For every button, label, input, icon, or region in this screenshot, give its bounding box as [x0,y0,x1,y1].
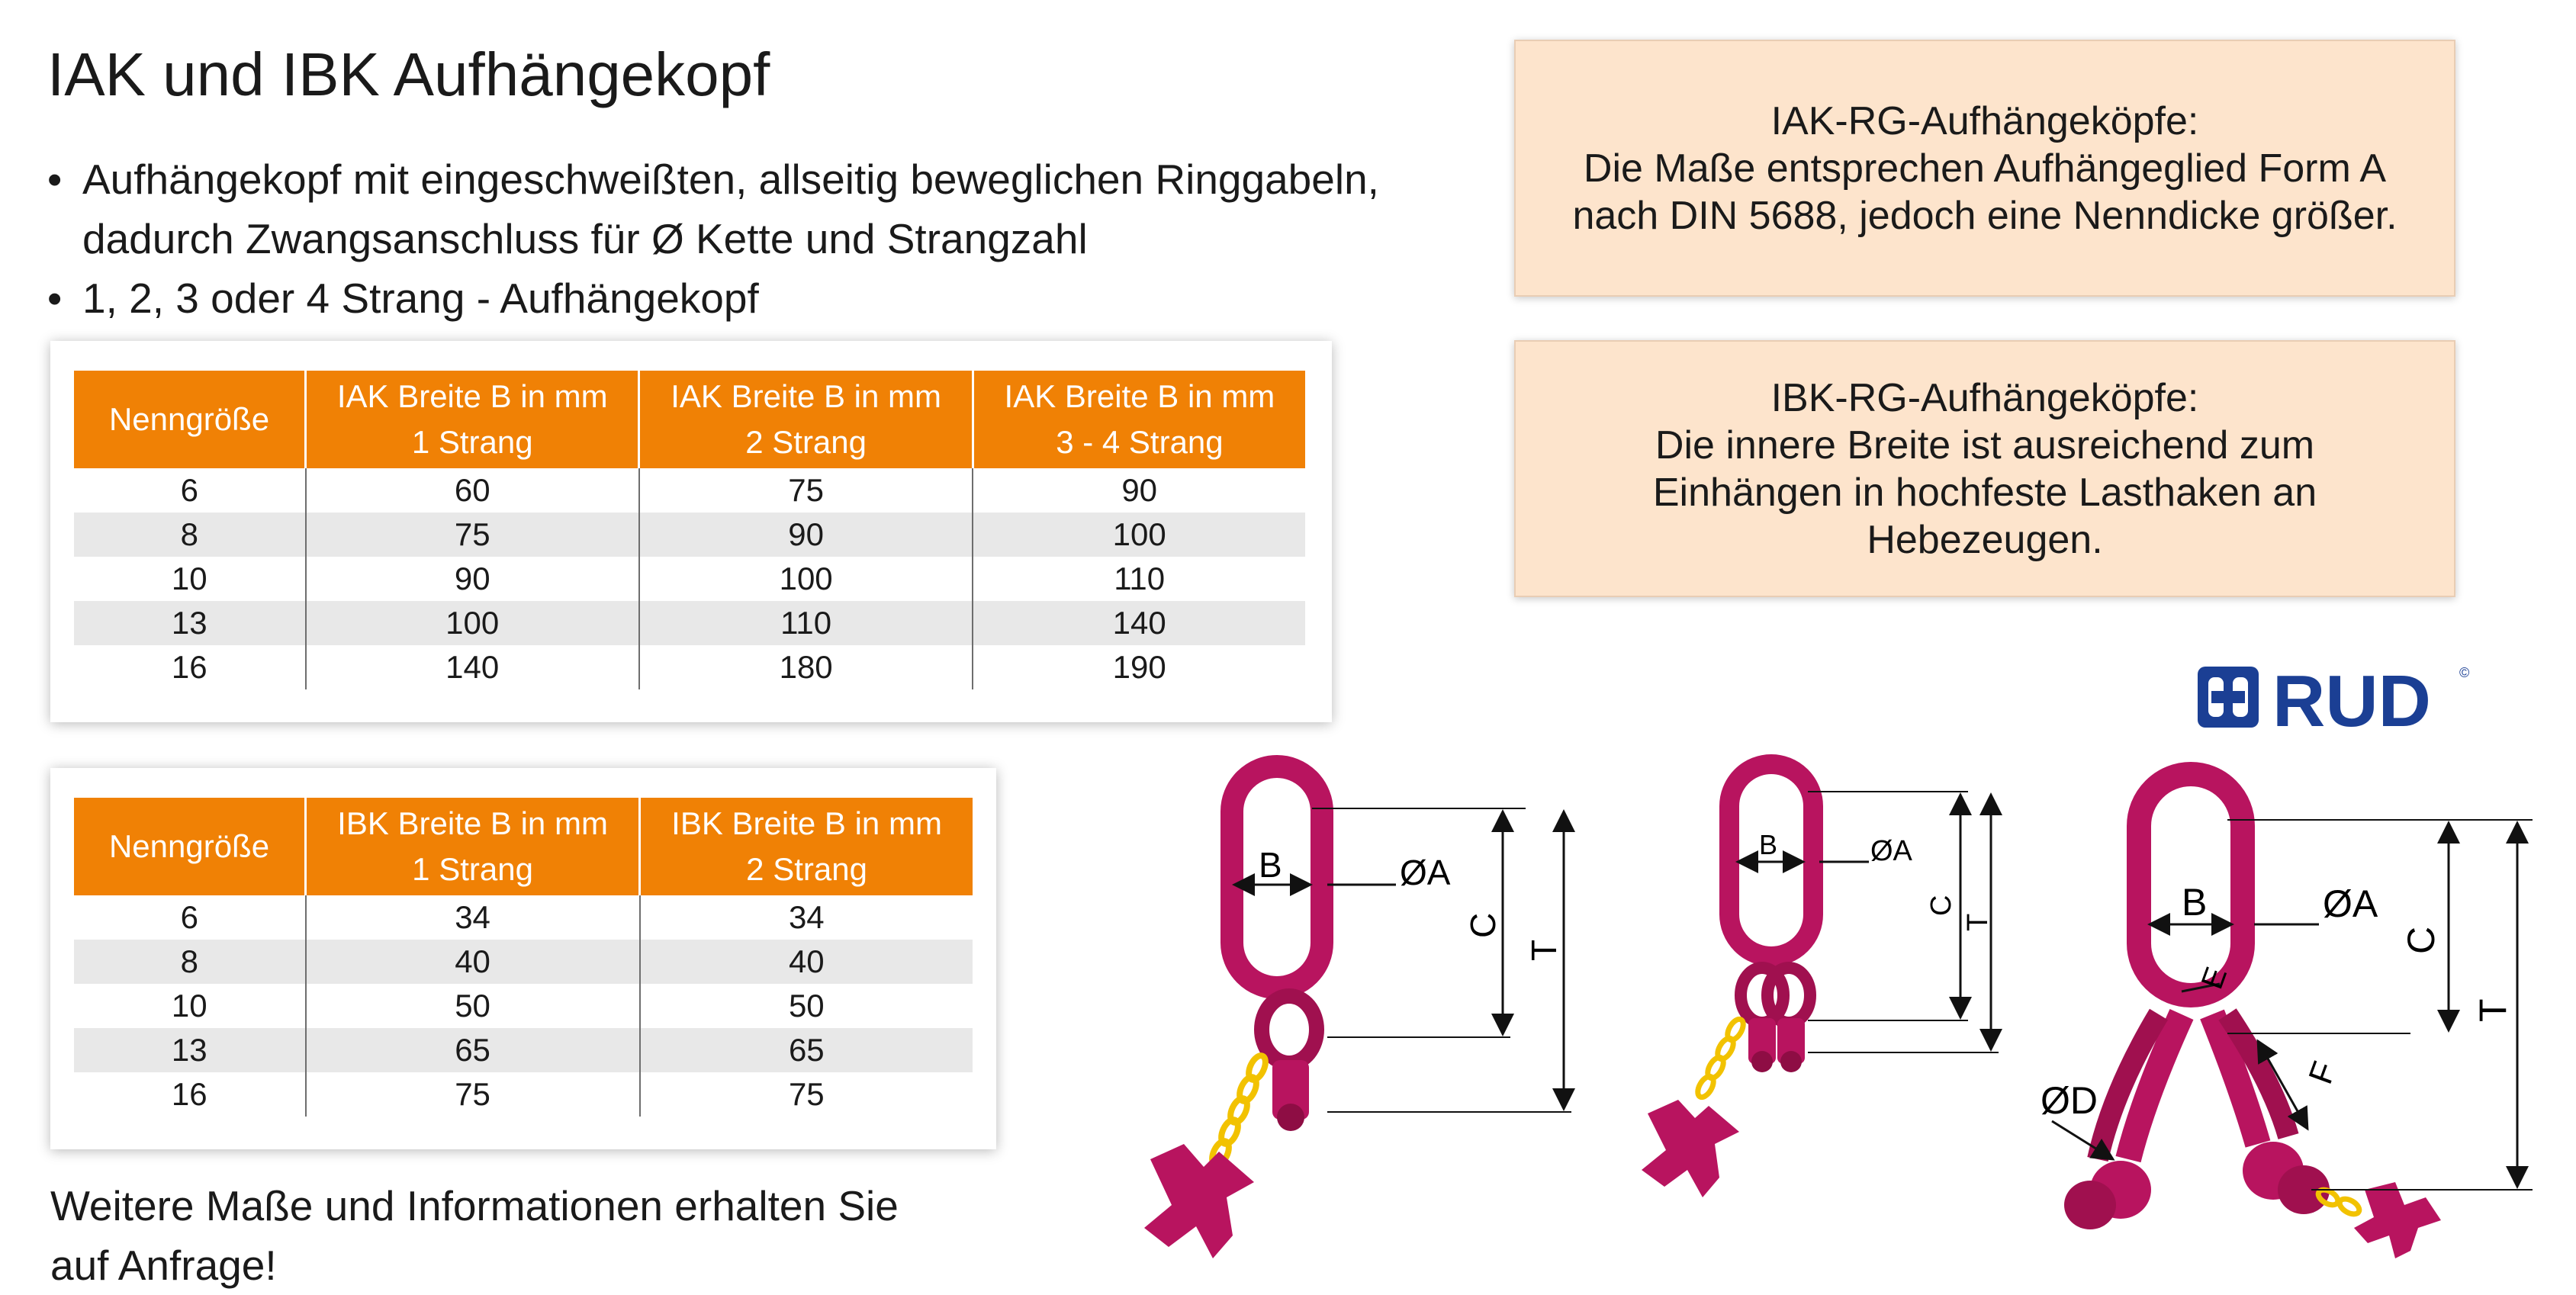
header-label: IAK Breite B in mm [1004,378,1275,414]
table-cell: 140 [306,645,639,689]
note-line: nach DIN 5688, jedoch eine Nenndicke größer. [1572,193,2398,238]
label-t: T [2471,998,2514,1022]
table-cell: 13 [74,601,306,645]
label-c: C [1463,912,1503,938]
table-cell: 75 [640,1072,973,1117]
hook-icon [1642,1100,1739,1197]
label-d: ØD [2041,1079,2098,1122]
table-row [74,895,973,940]
table-cell: 60 [306,468,639,513]
table-cell: 8 [74,513,306,557]
table-cell: 16 [171,649,207,685]
table-cell: 75 [639,468,973,513]
label-a: ØA [1870,835,1912,867]
header-label: IBK Breite B in mm [671,805,942,841]
table-cell: 100 [639,557,973,601]
label-a: ØA [2323,882,2378,925]
table-cell: 75 [306,1072,640,1117]
table-cell: 50 [306,984,640,1028]
logo-mark: © [2459,665,2470,680]
table-cell: 100 [306,601,639,645]
iak-2-strang-figure [1642,764,1999,1197]
table-row [74,557,1305,601]
table-cell: 90 [973,468,1305,513]
table-cell: 90 [306,557,639,601]
label-t: T [1524,939,1564,961]
table-cell: 65 [640,1028,973,1072]
hook-icon [2354,1182,2441,1258]
ibk-width-table [74,798,973,1117]
table-cell: 110 [973,557,1305,601]
label-b: B [1259,845,1282,885]
footer-note [50,1176,1042,1295]
footer-line: Weitere Maße und Informationen erhalten Sie [50,1182,899,1229]
chain-link-icon [2198,667,2259,728]
table-row [74,1028,973,1072]
label-b: B [1759,829,1778,860]
table-row [74,645,1305,689]
table-row [74,513,1305,557]
table-cell: 140 [973,601,1305,645]
table-row [74,468,1305,513]
table-cell: 50 [640,984,973,1028]
table-cell: 34 [640,895,973,940]
table-cell: 34 [306,895,640,940]
label-t: T [1962,913,1994,931]
column-header-1-strang [306,371,639,468]
feature-list [47,149,1436,328]
column-header-3-4-strang [973,371,1305,468]
ring-fork-icon [1741,968,1810,1072]
label-f: F [2301,1056,2344,1089]
iak-width-table [74,371,1305,689]
header-sublabel: 1 Strang [411,424,533,460]
table-cell: 75 [306,513,639,557]
header-label: IBK Breite B in mm [337,805,608,841]
table-cell: 40 [640,940,973,984]
product-illustrations [1098,732,2548,1294]
logo-text: RUD [2272,660,2431,740]
label-a: ØA [1400,853,1451,892]
master-link-icon [1729,764,1813,956]
label-b: B [2182,881,2208,924]
column-header-2-strang [640,798,973,895]
feature-item: • 1, 2, 3 oder 4 Strang - Aufhängekopf [47,268,1436,328]
iak-note-box [1514,40,2455,297]
table-row [74,984,973,1028]
table-cell: 16 [171,1076,207,1112]
intermediate-link-icon [2098,1014,2288,1159]
table-cell: 10 [171,561,207,596]
label-c: C [2400,926,2443,954]
table-cell: 13 [74,1028,306,1072]
header-sublabel: 2 Strang [745,424,867,460]
table-cell: 8 [74,940,306,984]
table-cell: 90 [639,513,973,557]
table-cell: 10 [171,988,207,1023]
header-sublabel: 1 Strang [412,851,533,887]
label-e: E [2195,962,2234,994]
note-line: Die Maße entsprechen Aufhängeglied Form A [1583,146,2387,191]
column-header-size [74,798,306,895]
table-cell: 65 [306,1028,640,1072]
table-cell: 40 [306,940,640,984]
header-label: Nenngröße [108,828,270,864]
column-header-1-strang [306,798,640,895]
column-header-2-strang [639,371,973,468]
chain-icon [1209,1053,1269,1168]
note-line: Einhängen in hochfeste Lasthaken an [1652,470,2317,515]
footer-line: auf Anfrage! [50,1242,277,1289]
table-cell: 110 [639,601,973,645]
chain-icon [2316,1187,2362,1217]
table-cell: 180 [639,645,973,689]
note-line: Die innere Breite ist ausreichend zum [1655,423,2315,468]
header-label: IAK Breite B in mm [671,378,942,414]
iak-1-strang-figure [1144,766,1571,1258]
chain-icon [1695,1017,1747,1100]
table-row [74,601,1305,645]
note-line: Hebezeugen. [1867,517,2103,562]
note-heading: IAK-RG-Aufhängeköpfe: [1770,98,2199,143]
page-title: IAK und IBK Aufhängekopf [47,40,770,108]
column-header-size [74,371,306,468]
table-cell: 6 [180,472,198,508]
header-label: IAK Breite B in mm [336,378,608,414]
table-row [74,1072,973,1117]
hook-icon [1144,1144,1254,1258]
header-sublabel: 2 Strang [746,851,867,887]
ibk-note-box [1514,340,2455,597]
ring-fork-icon [1262,996,1317,1131]
label-c: C [1925,895,1957,916]
table-row [74,940,973,984]
header-label: Nenngröße [108,401,270,437]
table-cell: 100 [973,513,1305,557]
iak-4-strang-figure [2041,774,2533,1258]
table-header-row [74,371,1305,468]
rud-logo [2196,656,2471,740]
table-cell: 190 [973,645,1305,689]
table-cell: 6 [180,899,198,935]
header-sublabel: 3 - 4 Strang [1056,424,1224,460]
note-heading: IBK-RG-Aufhängeköpfe: [1770,375,2199,420]
table-header-row [74,798,973,895]
feature-item: • Aufhängekopf mit eingeschweißten, allseitig beweglichen Ringgabeln, dadurch Zwangsanschluss für Ø Kette und Strangzahl [47,149,1436,268]
